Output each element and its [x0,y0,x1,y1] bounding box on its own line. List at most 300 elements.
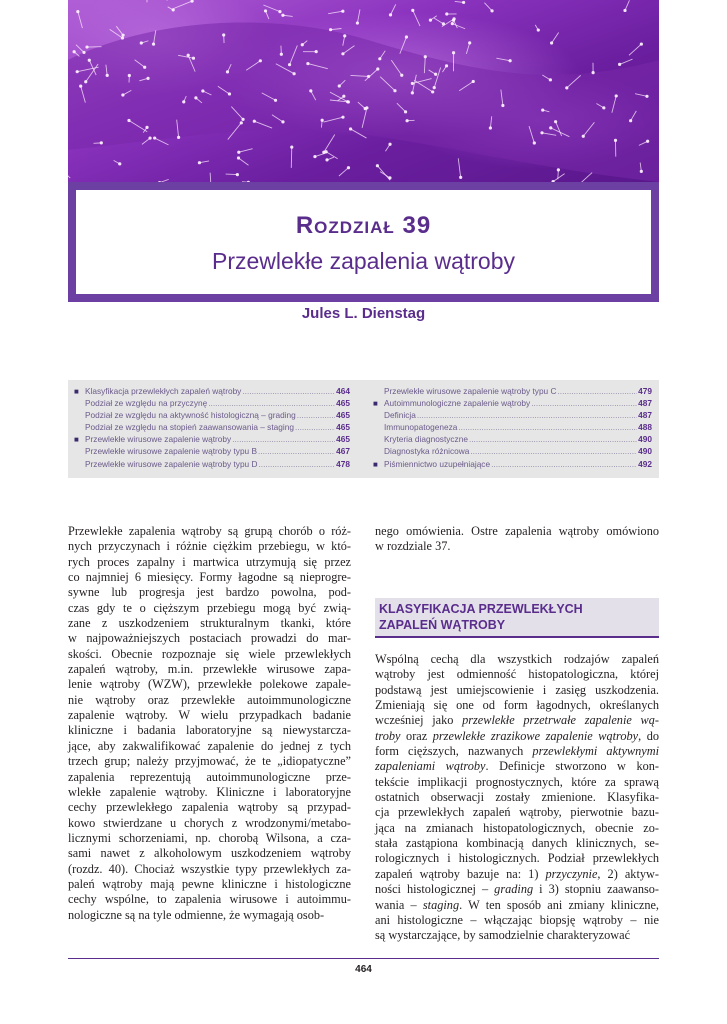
text-line [375,882,659,897]
virus-spike-tip [293,72,296,75]
virus-spike [553,174,565,182]
text-line [375,698,659,713]
toc-entry [373,434,652,446]
virus-spike [625,0,629,10]
virus-spike-tip [347,166,350,169]
virus-spike-tip [462,1,465,4]
toc-entry-label: Przewlekłe wirusowe zapalenie wątroby [85,434,232,445]
virus-spike-tip [424,55,427,58]
text-line: nologiczne są na tyle odmienne, że wymagają osob- [68,907,325,922]
toc-leader-dots [531,398,637,408]
toc-entry [74,434,350,446]
text-segment: . W ten sposób ani zmiany kliniczne, [459,897,659,912]
virus-spike-tip [554,120,557,123]
page-number: 464 [355,964,372,975]
virus-spike-tip [400,74,403,77]
virus-spike-tip [84,80,87,83]
text-line: skości. Obecnie rozpoznaje się wiele przewlekłych [68,646,351,661]
virus-spike [452,24,465,29]
virus-spike-tip [222,33,225,36]
virus-spike-tip [341,116,344,119]
text-line [375,744,659,759]
virus-spike-tip [190,0,193,3]
virus-spike-tip [411,9,414,12]
text-line: cechy przewlekłego zapalenia wątroby są przypad- [68,800,351,815]
virus-spike-tip [73,50,76,53]
virus-spike-tip [301,43,304,46]
virus-spike-tip [341,52,344,55]
text-line [375,667,659,682]
toc-entry-label: Przewlekłe wirusowe zapalenie wątroby typu D [85,458,258,469]
virus-spike-tip [228,92,231,95]
toc-entry-label: Kryteria diagnostyczne [384,434,468,445]
toc-entry [373,398,652,410]
virus-spike-tip [445,12,448,15]
text-segment: są wystarczające, by samodzielnie charakteryzować [375,928,631,943]
text-line [375,898,659,913]
virus-spike [458,158,460,177]
toc-entry-page: 465 [336,422,350,433]
section-heading-line-2: ZAPALEŃ WĄTROBY [379,618,506,632]
toc-entry-page: 479 [638,386,652,396]
text-segment: form cięższych, nazwanych [375,744,533,759]
footer-rule [68,958,659,959]
body-column-right [375,652,659,944]
virus-spike-tip [79,85,82,88]
virus-spike-tip [121,36,124,39]
text-line: zapaleń wątroby, m.in. przewlekłe wirusowe zapa- [68,662,351,677]
text-segment: Zmieniają się one od form łagodnych, określanych [375,698,659,713]
text-line: czas gdy te o cięższym przebiegu mogą być zwią- [68,600,351,615]
virus-spike-tip [198,161,201,164]
text-line: sami nawet z alkoholowym uszkodzeniem wątroby [68,846,351,861]
toc-left-column [74,386,350,471]
toc-entry-label: Definicja [384,410,416,421]
text-line: kowo stwierdzane u chorych z wrodzonymi/metabo- [68,815,351,830]
virus-spike [68,171,70,178]
toc-leader-dots [417,410,637,420]
text-line: jące, aby zakwalifikować zapalenie do jednej z tych [68,738,351,753]
virus-spike-tip [541,108,544,111]
toc-leader-dots [297,410,335,420]
virus-spike-tip [226,70,229,73]
virus-spike-tip [280,53,283,56]
virus-spike-tip [306,62,309,65]
toc-entry-page: 465 [336,398,350,409]
italic-term: przewlekłe przetrwałe zapalenie wą- [462,713,659,728]
body-column-right-intro [375,524,659,555]
toc-entry [373,386,652,398]
text-line: kliniczne i badania laboratoryjne są niewystarcza- [68,723,351,738]
virus-spike-tip [325,158,328,161]
square-bullet-icon: ■ [373,399,378,409]
virus-spike-tip [177,136,180,139]
text-segment: zapaleń wątroby bazuje na: 1) [375,866,546,881]
virus-spike-tip [152,43,155,46]
toc-right-column [373,386,652,471]
author-name: Jules L. Dienstag [301,305,426,322]
text-line [375,713,659,728]
text-line: co najmniej 6 miesięcy. Formy łagodne są nieprogre- [68,570,351,585]
toc-entry-label: Podział ze względu na aktywność histologiczną – grading [85,410,296,421]
toc-leader-dots [469,434,637,444]
virus-illustration [68,0,659,182]
virus-spike-tip [146,77,149,80]
italic-term: przewlekłe zrazikowe zapalenie wątroby [432,728,639,743]
text-line [375,836,659,851]
virus-spike-tip [76,70,79,73]
virus-spike-tip [145,126,148,129]
text-line: zapalenie wątroby. W wielu przypadkach badanie [68,708,351,723]
virus-spike-tip [533,141,536,144]
virus-spike-tip [313,155,316,158]
virus-spike-tip [121,34,124,37]
virus-spike-tip [540,131,543,134]
virus-spike-tip [143,66,146,69]
virus-spike-tip [389,13,392,16]
virus-spike-tip [592,71,595,74]
virus-spike [357,9,360,23]
text-line: rych proces zapalny i martwica utrzymują się przez [68,554,351,569]
virus-spike-tip [241,118,244,121]
virus-spike-tip [614,139,617,142]
virus-spike-tip [321,119,324,122]
virus-spike [391,4,396,14]
toc-entry [74,446,350,458]
virus-spike-tip [194,96,197,99]
virus-spike-tip [237,156,240,159]
toc-entry-label: Przewlekłe wirusowe zapalenie wątroby typu B [85,446,258,457]
chapter-number: Rozdział 39 [295,212,432,239]
text-segment: Wspólną cechą dla wszystkich rodzajów zapaleń [375,652,659,666]
virus-spike-tip [472,80,475,83]
virus-spike-tip [602,106,605,109]
toc-entry-page: 465 [336,434,350,445]
virus-spike-tip [127,119,130,122]
toc-entry-label: Podział ze względu na stopień zaawansowania – staging [85,422,294,433]
virus-spike-tip [434,73,437,76]
virus-spike-tip [582,135,585,138]
virus-spike [110,29,123,38]
text-segment: ostatnich obserwacji zostały zmienione. Klasyfika- [375,790,659,805]
virus-spike-tip [406,119,409,122]
virus-spike-tip [537,28,540,31]
text-line: Przewlekłe zapalenia wątroby są grupą chorób o róż- [68,524,351,538]
text-line: zapalenia reprezentują autoimmunologiczne prze- [68,769,351,784]
virus-spike-tip [468,41,471,44]
virus-spike-tip [278,10,281,13]
virus-spike-tip [640,170,643,173]
virus-spike-tip [451,22,454,25]
virus-spike-tip [290,145,293,148]
virus-spike [76,45,84,53]
virus-spike-tip [240,121,243,124]
virus-spike-tip [404,110,407,113]
body-column-left [68,524,351,923]
text-line: sywne lub progresja jest bardzo powolna, pod- [68,585,351,600]
virus-body [68,23,659,182]
text-line: wlekłe zapalenie wątroby. Kliniczne i laboratoryjne [68,784,351,799]
virus-spike-tip [411,91,414,94]
italic-term: troby [375,728,401,743]
virus-spike-tip [237,151,240,154]
virus-spike-tip [288,63,291,66]
toc-entry-label: Diagnostyka różnicowa [384,446,470,457]
virus-spike-tip [187,54,190,57]
virus-spike [620,59,633,64]
text-line: trzech grup; należy przyjmować, że te „idiopatyczne” [68,754,351,769]
text-segment: , 2) aktyw- [597,866,659,881]
text-line [375,775,659,790]
virus-spike-tip [349,127,352,130]
virus-spike [496,58,510,61]
virus-spike [291,147,292,168]
toc-leader-dots [232,434,335,444]
toc-entry [373,459,652,471]
virus-spike [328,11,343,14]
virus-spike-tip [501,104,504,107]
text-line [375,821,659,836]
toc-entry [74,459,350,471]
virus-spike-tip [411,82,414,85]
virus-spike [172,1,192,9]
text-segment: oraz [400,728,433,743]
virus-spike-tip [646,140,649,143]
virus-spike-tip [347,100,350,103]
virus-spike-tip [121,93,124,96]
text-line: nych przyczynach i różnie ciężkim przebiegu, w któ- [68,539,351,554]
virus-spike-tip [388,143,391,146]
virus-spike-tip [393,89,396,92]
text-segment: wania – [375,897,423,912]
virus-spike-tip [549,126,552,129]
text-line [375,867,659,882]
toc-entry-label: Klasyfikacja przewlekłych zapaleń wątroby [85,386,242,396]
virus-spike-tip [329,28,332,31]
toc-entry-page: 464 [336,386,350,396]
toc-entry-page: 478 [336,458,350,469]
virus-spike [226,174,238,175]
toc-leader-dots [295,422,335,432]
toc-entry-page: 488 [638,422,652,433]
virus-spike-tip [322,151,325,154]
square-bullet-icon: ■ [373,459,378,469]
virus-spike-tip [645,95,648,98]
toc-entry-page: 492 [638,458,652,469]
virus-spike-tip [433,86,436,89]
virus-spike-tip [259,59,262,62]
virus-spike-tip [615,94,618,97]
virus-spike-tip [405,35,408,38]
text-line [375,683,659,698]
text-line [375,759,659,774]
virus-spike-tip [343,34,346,37]
text-segment: ności histologicznej – [375,882,495,897]
toc-entry-page: 467 [336,446,350,457]
text-line: nie wątroby oraz przewlekłe autoimmunologiczne [68,692,351,707]
toc-entry-page: 490 [638,446,652,457]
toc-leader-dots [557,386,637,396]
virus-spike-tip [192,57,195,60]
virus-spike [324,134,335,152]
chapter-title: Przewlekłe zapalenia wątroby [212,248,515,274]
section-heading-line-1: KLASYFIKACJA PRZEWLEKŁYCH [379,602,583,616]
virus-spike-tip [201,89,204,92]
toc-entry-page: 487 [638,398,652,409]
virus-spike-tip [264,9,267,12]
virus-spike-tip [172,8,175,11]
virus-spike-tip [365,106,368,109]
virus-spike [239,149,253,153]
virus-spike-tip [376,164,379,167]
virus-spike-tip [274,99,277,102]
text-line: zane z uszkodzeniem strukturalnym tkanki, które [68,616,351,631]
text-segment: tekście implikacji prognostycznych, które za sprawą [375,774,659,789]
toc-leader-dots [242,386,335,396]
virus-spike [466,43,469,54]
toc-entry-page: 487 [638,410,652,421]
virus-spike-tip [76,10,79,13]
virus-spike-tip [557,168,560,171]
virus-spike-tip [82,51,85,54]
text-line: cechy wspólne, to zapalenia wirusowe i autoimmu- [68,892,351,907]
text-segment: . Definicje stworzono w kon- [485,759,659,774]
chapter-title-box [76,190,651,294]
text-line [375,851,659,866]
virus-spike [413,10,420,26]
toc-leader-dots [258,446,335,456]
virus-spike-tip [342,95,345,98]
toc-entry [373,446,652,458]
virus-spike-tip [236,173,239,176]
toc-entry-label: Immunopatogeneza [384,422,458,433]
toc-leader-dots [208,398,335,408]
toc-entry [373,410,652,422]
virus-spike-tip [85,45,88,48]
virus-spike-tip [623,9,626,12]
virus-spike [577,173,593,182]
text-segment: stała zastąpiona kombinacją danych klinicznych, se- [375,836,659,851]
text-line [375,652,659,667]
table-of-contents [68,380,659,478]
italic-term: staging [422,897,460,912]
virus-spike-tip [453,17,456,20]
toc-entry-label: Piśmiennictwo uzupełniające [384,458,491,469]
virus-spike [434,18,443,24]
text-segment: , do [638,728,659,743]
text-line: licznymi schorzeniami, np. chorobą Wilsona, a cza- [68,830,351,845]
virus-spike [315,153,327,157]
text-segment: wcześniej jako [375,713,463,728]
toc-entry [74,398,350,410]
text-line: nego omówienia. Ostre zapalenia wątroby omówiono [375,524,659,538]
virus-spike-tip [489,126,492,129]
text-segment: ani histologiczne – włączając biopsję wątroby – nie [375,912,659,927]
text-line: w rozdziale 37. [375,539,451,554]
text-segment: wątroby jest odmienność histopatologiczna, której [375,667,659,682]
virus-spike-tip [182,100,185,103]
virus-spike-tip [452,51,455,54]
toc-entry-page: 465 [336,410,350,421]
virus-spike-tip [565,86,568,89]
text-segment: rologicznych i histologicznych. Podział przewlekłych [375,851,659,866]
toc-entry-label: Przewlekłe wirusowe zapalenie wątroby typu C [384,386,557,396]
text-line: paleń wątroby mają pewne kliniczne i histologiczne [68,876,351,891]
virus-spike-tip [459,176,462,179]
virus-spike-tip [153,136,156,139]
text-segment: podstawą jest umiejscowienie i zasięg uszkodzenia. [375,682,659,697]
square-bullet-icon: ■ [74,435,79,445]
virus-spike-tip [128,74,131,77]
toc-entry-page: 490 [638,434,652,445]
virus-spike [484,3,492,11]
square-bullet-icon: ■ [74,387,79,396]
virus-spike-tip [100,141,103,144]
toc-entry [373,422,652,434]
virus-spike [116,26,123,35]
text-line: w najpoważniejszych postaciach prowadzi do mar- [68,631,351,646]
virus-spike [210,173,211,182]
italic-term: zapaleniami wątroby [375,759,486,774]
text-line [375,729,659,744]
text-line [375,928,659,943]
virus-spike [377,166,390,180]
virus-spike-tip [341,10,344,13]
virus-spike-tip [429,19,432,22]
virus-spike-tip [338,84,341,87]
virus-spike-tip [140,41,143,44]
virus-spike-tip [376,67,379,70]
italic-term: przewlekłymi aktywnymi [532,744,660,759]
virus-spike [78,12,83,29]
virus-spike-tip [106,74,109,77]
virus-spike-tip [509,59,512,62]
toc-entry [74,410,350,422]
virus-spike-tip [118,162,121,165]
virus-spike-tip [550,41,553,44]
toc-leader-dots [458,422,637,432]
text-line [375,913,659,928]
virus-spike-tip [388,176,391,179]
toc-entry-label: Autoimmunologiczne zapalenie wątroby [384,398,531,409]
virus-spike [238,158,248,165]
virus-spike-tip [445,64,448,67]
toc-entry [74,422,350,434]
virus-spike-tip [640,42,643,45]
virus-spike-tip [281,14,284,17]
text-segment: i 3) stopniu zaawanso- [533,882,659,897]
virus-spike [331,28,342,29]
section-heading [375,598,659,638]
toc-entry [74,386,350,398]
text-segment: cja przewlekłych zapaleń wątroby, pierwotnie bazu- [375,805,659,820]
virus-spike-tip [549,78,552,81]
text-line: lenie wątroby (WZW), przewlekłe polekowe zapale- [68,677,351,692]
virus-spike-tip [490,9,493,12]
toc-leader-dots [491,459,637,469]
virus-spike-tip [253,120,256,123]
virus-spike [167,0,179,1]
virus-spike-tip [148,137,151,140]
virus-spike [629,44,641,55]
virus-spike-tip [431,90,434,93]
chapter-title-frame [68,182,659,302]
virus-spike-tip [618,63,621,66]
virus-spike-tip [88,59,91,62]
text-segment: jąca na zmianach histopatologicznych, obecnie zo- [375,820,659,835]
virus-spike-tip [309,89,312,92]
toc-leader-dots [258,459,335,469]
